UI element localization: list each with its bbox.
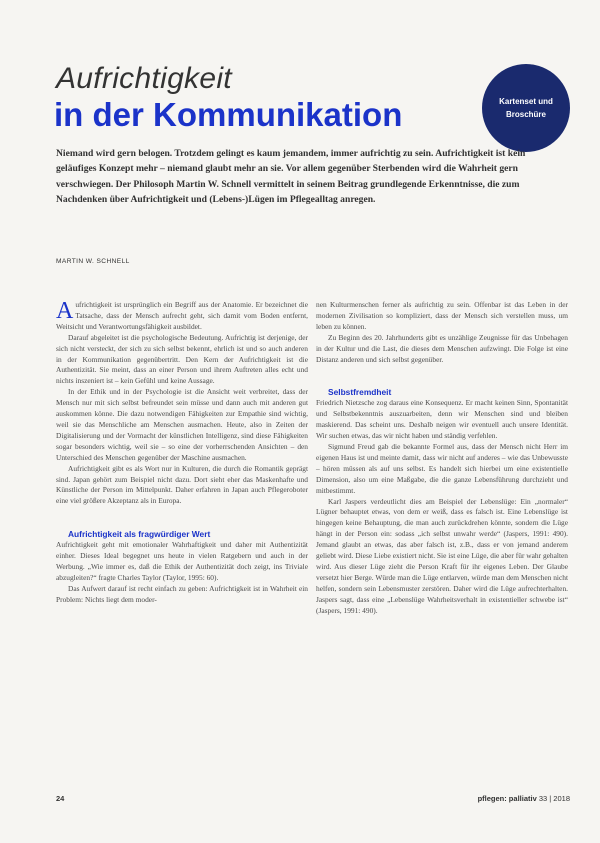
right-paragraph-1: nen Kulturmenschen ferner als aufrichtig zu sein. Offenbar ist das Leben in der modernen Zivilisation so kompliziert, dass der Mensch sich verstellen muss, um leben zu können. [316,300,568,331]
left-paragraph-2: Darauf abgeleitet ist die psychologische Bedeutung. Aufrichtig ist derjenige, der sich nicht versteckt, der sich zu sich selbst bekennt, ehrlich ist und so auch anderen in der Kommunikation gegenübertritt. Den Kern der Aufrichtigkeit ist die Authentizität. Sie meint, dass an einer Person und ihrem Auftreten alles echt und nichts inszeniert ist – kein Gefühl und keine Aussage. [56,332,308,386]
right-paragraph-4: Sigmund Freud gab die bekannte Formel aus, dass der Mensch nicht Herr im eigenen Haus ist und meinte damit, dass wir nicht auf anderes – wie das Unbewusste – hören müssen als auf uns selbst. Es handelt sich hierbei um eine existentielle Dimension, also um eine Maßgabe, die die ganze Lebensführung durchzieht und mitbestimmt. [316,441,568,495]
author-byline: MARTIN W. SCHNELL [56,258,130,265]
issue-number: 33 | 2018 [538,794,570,803]
subheading-selbstfremdheit: Selbstfremdheit [328,387,392,398]
subheading-fragwuerdiger-wert: Aufrichtigkeit als fragwürdiger Wert [68,529,211,540]
title-line-2: in der Kommunikation [54,96,403,133]
left-column [56,300,308,606]
right-column [316,300,568,616]
right-paragraph-2: Zu Beginn des 20. Jahrhunderts gibt es unzählige Zeugnisse für das Unbehagen in der Kultur und die Last, die dieses dem Menschen aufzwingt. Die Folge ist eine Distanz anderen und sich selbst gegenüber. [316,332,568,364]
magazine-name: pflegen: palliativ [477,794,537,803]
badge-line-2: Broschüre [505,110,546,119]
left-paragraph-1 [56,300,308,333]
left-paragraph-6: Das Aufwert darauf ist recht einfach zu geben: Aufrichtigkeit ist in Wahrheit ein Problem: Nichts liegt dem moder- [56,583,308,604]
material-badge-circle [482,64,570,152]
footer-magazine-info [478,794,570,803]
left-paragraph-3: In der Ethik und in der Psychologie ist die Ansicht weit verbreitet, dass der Mensch nur mit sich selbst befreundet sein müsse und dann auch mit anderen gut auskommen könne. Die dazu notwendigen Fähigkeiten zur Empathie sind wichtig, weil sie das Menschliche am Menschen ausmachen. Heute, also in Zeiten der Digitalisierung und der Vormacht der künstlichen Intelligenz, sind diese Fähigkeiten sogar besonders wichtig, weil sie – so eine der vorherrschenden Ansichten – den Unterschied des Menschen gegenüber der Maschine ausmachen. [56,387,308,462]
right-paragraph-3: Friedrich Nietzsche zog daraus eine Konsequenz. Er macht keinen Sinn, Spontanität und Selbstbekenntnis auszuarbeiten, denn wir Menschen sind und bleiben maskierend. Das scheint uns. Deshalb neigen wir eventuell auch unsere Identität. Wir suchen etwas, das wir nicht haben und ständig verfehlen. [316,398,568,441]
badge-line-1: Kartenset und [499,97,553,106]
lead-paragraph: Niemand wird gern belogen. Trotzdem gelingt es kaum jemandem, immer aufrichtig zu sein. Aufrichtigkeit ist kein geläufiges Konzept mehr – niemand glaubt mehr an sie. Vor allem gegenüber Sterbenden wird die Wahrheit gern verschwiegen. Der Philosoph Martin W. Schnell vermittelt in seinem Beitrag grundlegende Erkenntnisse, die zum Nachdenken über Aufrichtigkeit und (Lebens-)Lügen im Pflegealltag anregen. [56,148,526,206]
left-paragraph-5: Aufrichtigkeit geht mit emotionaler Wahrhaftigkeit und daher mit Authentizität einher. Dieses Ideal begegnet uns heute in vielen Ratgebern und auch in der Werbung. „Wie immer es, daß die Ethik der Authentizität doch zeigt, ins Triviale abzugleiten?“ fragte Charles Taylor (Taylor, 1995: 60). [56,540,308,582]
material-badge [478,42,588,152]
left-paragraph-1-text: ufrichtigkeit ist ursprünglich ein Begriff aus der Anatomie. Er bezeichnet die Tatsache, dass der Mensch aufrecht geht, sich damit vom Boden entfernt, Weitsicht und Verantwortungsfähigkeit ausbildet. [56,300,308,331]
title-line-1: Aufrichtigkeit [56,62,232,95]
dropcap: A [56,298,74,324]
page-number: 24 [56,794,65,803]
left-paragraph-4: Aufrichtigkeit gibt es als Wort nur in Kulturen, die durch die Romantik geprägt sind. Japan gehört zum Beispiel nicht dazu. Dort sieht eher das Maskenhafte und Künstliche der Person im Mittelpunkt. Daher erfahren in Japan auch Pflegeroboter eine viel größere Akzeptanz als in Europa. [56,463,308,506]
right-paragraph-5: Karl Jaspers verdeutlicht dies am Beispiel der Lebenslüge: Ein „normaler“ Lügner behauptet etwas, von dem er weiß, dass es falsch ist. Eine Lebenslüge ist hingegen keine Behauptung, die man auch zurückdrehen könnte, sondern die Lüge hängt in der Person ein: sodass „ich selbst unwahr werde“ (Jaspers, 1991: 490). Jemand glaubt an etwas, das aber falsch ist, z.B., dass er von jemand anderem geliebt wird. Diese Liebe existiert nicht. Sie ist eine Lüge, die aber für wahr gehalten wird. Aus dieser Lüge zieht die Person Kraft für ihr eigenes Leben. Der Glaube versetzt hier Berge. Würde man die Lüge entlarven, würde man dem Menschen nicht helfen, sondern sein Lebensmuster zerstören. Daher wird die Lüge aufrechterhalten. Jaspers sagt, dass eine „Lebenslüge Wahrheitsverhalt in existentieller schwebe ist“ (Jaspers, 1991: 490). [316,496,568,615]
